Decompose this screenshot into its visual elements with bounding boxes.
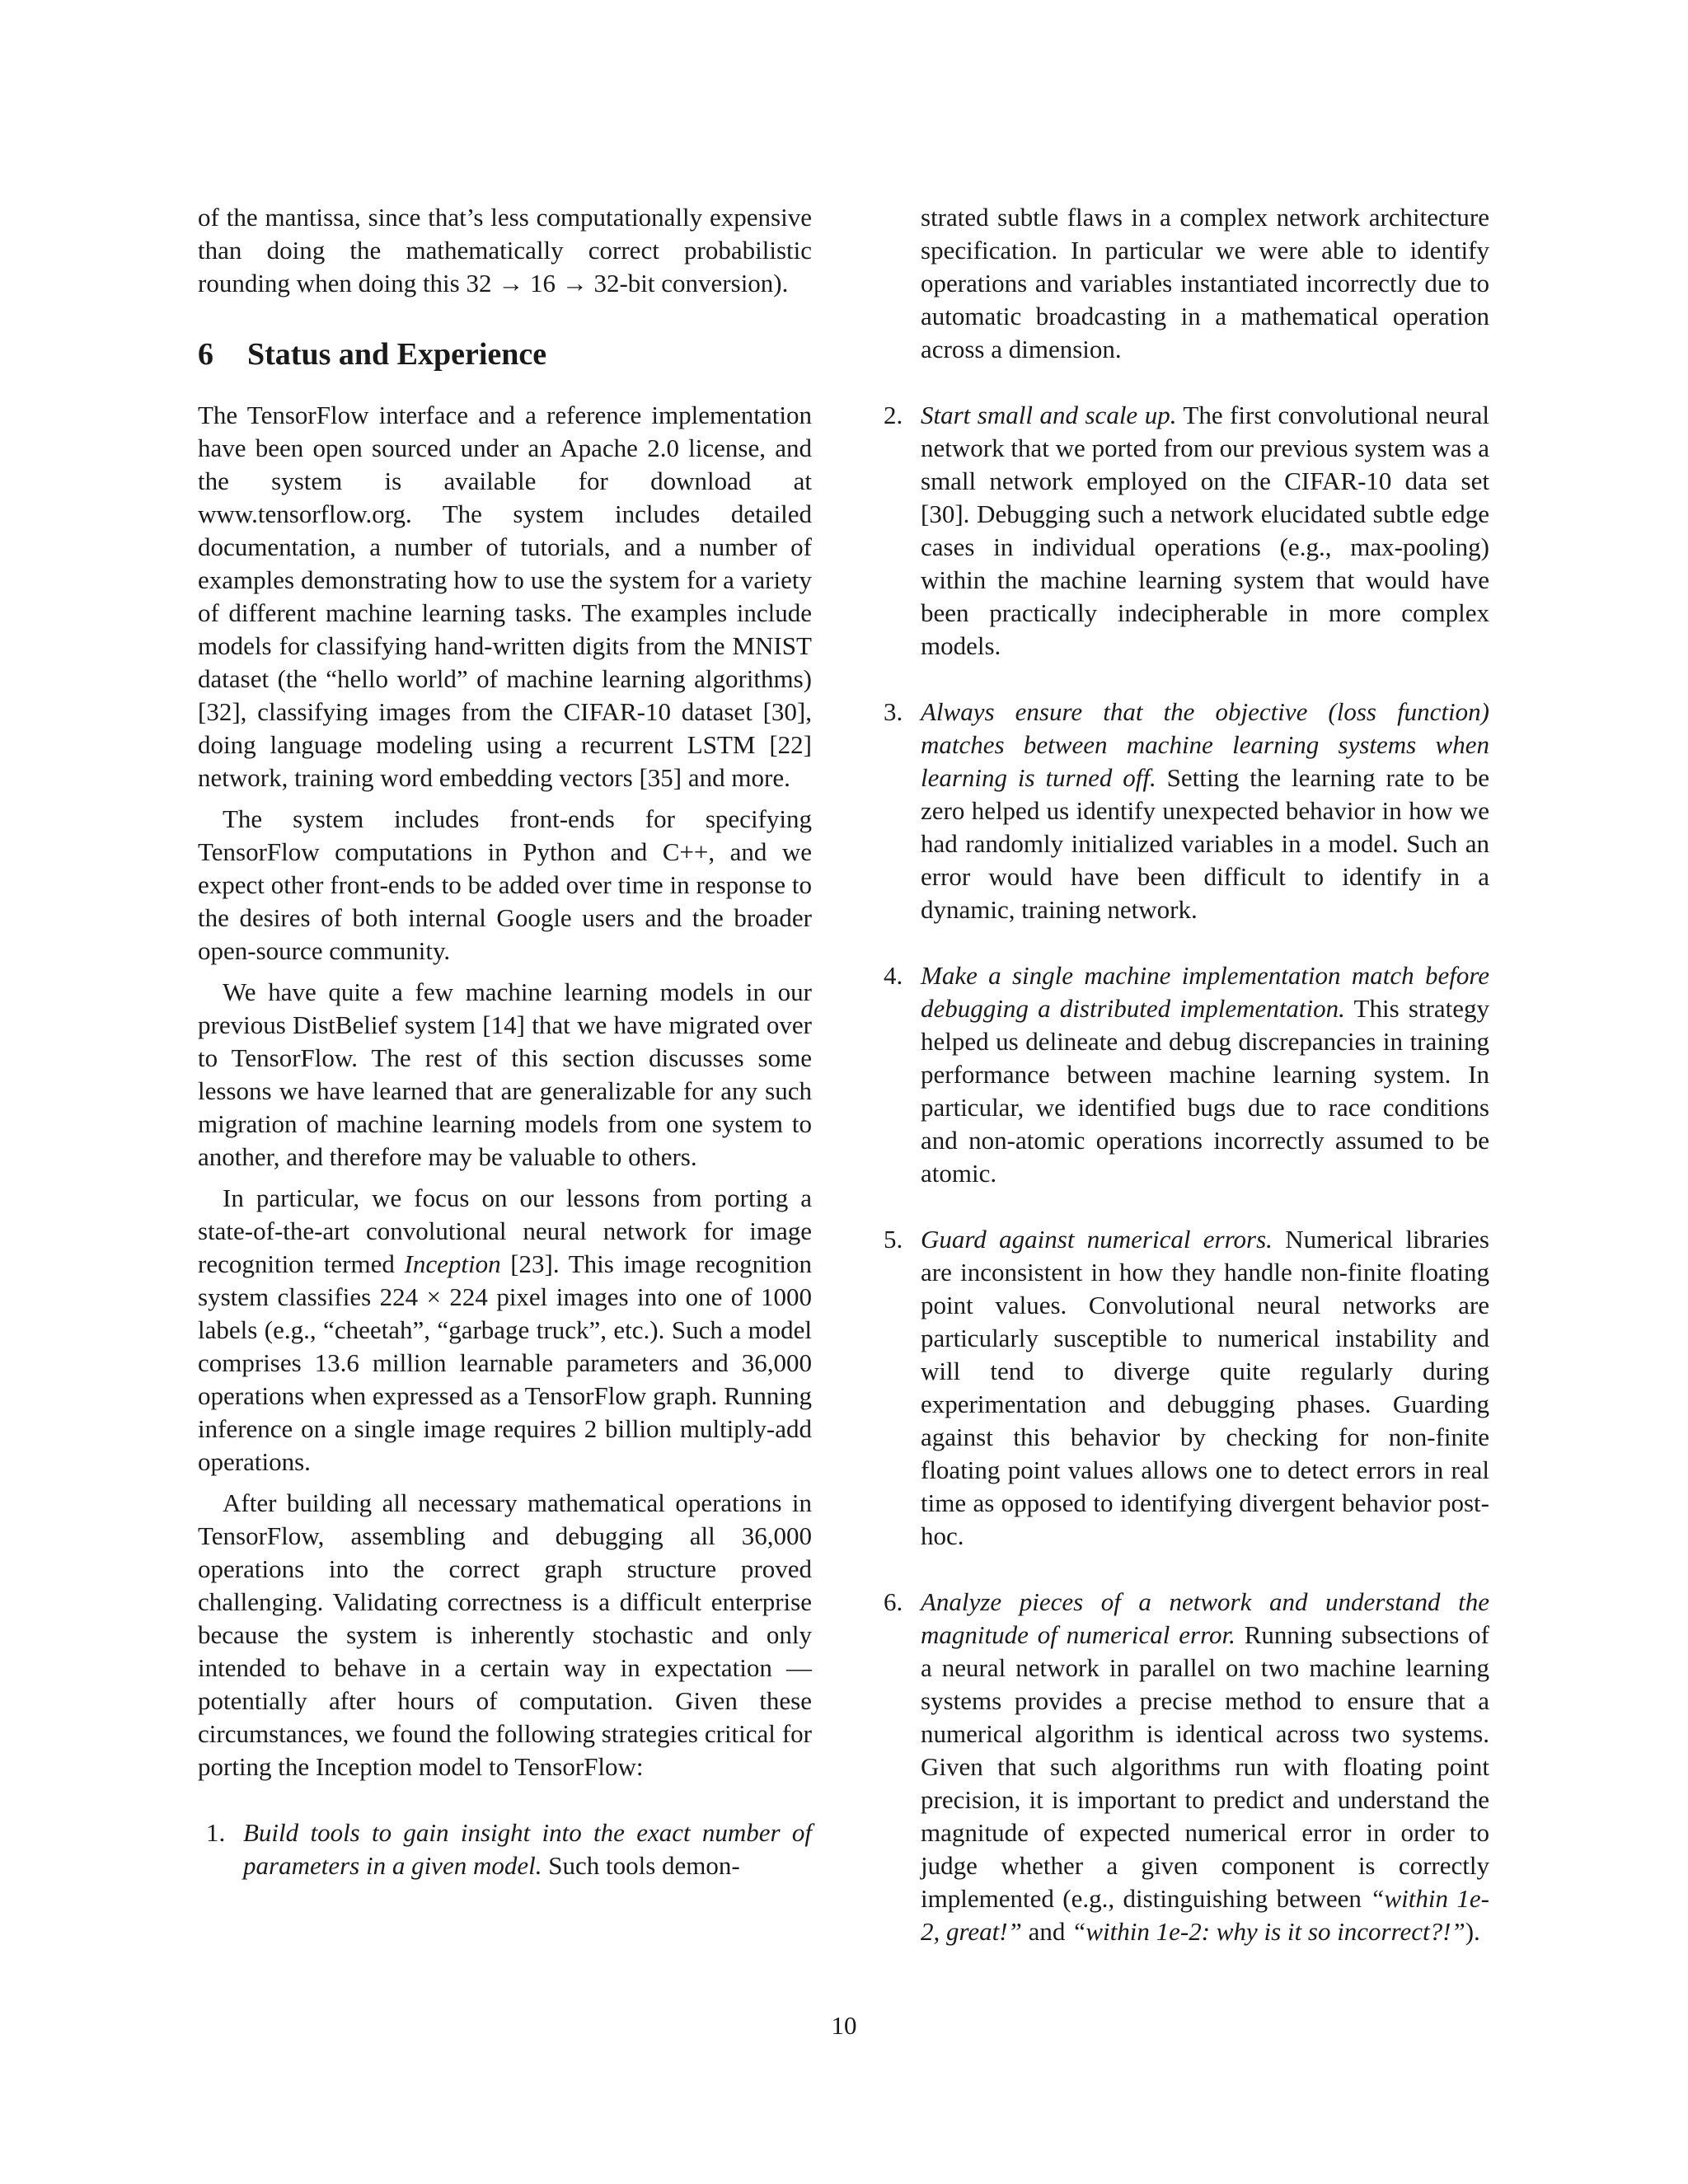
list-marker: 4. xyxy=(884,961,903,990)
strategy-title: Start small and scale up. xyxy=(921,401,1177,429)
right-column xyxy=(875,201,1489,1948)
strategy-item-1 xyxy=(198,1816,812,1882)
inception-term: Inception xyxy=(404,1249,501,1278)
inception-text-before: In particular, we focus on our lessons from porting a state-of-the-art convolutional neural network for image recognition termed xyxy=(198,1183,812,1278)
body-paragraph: After building all necessary mathematical operations in TensorFlow, assembling and debugging all 36,000 operations into the correct graph structure proved challenging. Validating correctness is a difficult enterprise because the system is inherently stochastic and only intended to behave in a certain way in expectation — potentially after hours of computation. Given these circumstances, we found the following strategies critical for porting the Inception model to TensorFlow: xyxy=(198,1488,812,1781)
strategy-item-4 xyxy=(875,959,1489,1190)
strategy-body: Such tools demon- xyxy=(542,1851,740,1880)
strategy-quote: “within 1e-2: why is it so incorrect?!” xyxy=(1071,1917,1465,1946)
strategy-item-5 xyxy=(875,1223,1489,1553)
page-number: 10 xyxy=(831,2011,857,2040)
inception-text-after: [23]. This image recognition system classifies 224 × 224 pixel images into one of 1000 labels (e.g., “cheetah”, “garbage truck”, etc.). Such a model comprises 13.6 million learnable parameters and 36,000 operations when expressed as a TensorFlow graph. Running inference on a single image requires 2 billion multiply-add operations. xyxy=(198,1249,812,1476)
left-column xyxy=(198,201,812,1882)
list-marker: 1. xyxy=(206,1818,226,1847)
strategy-title: Build tools to gain insight into the exact number of parameters in a given model. xyxy=(243,1818,812,1880)
list-marker: 2. xyxy=(884,401,903,429)
strategy-title: Always ensure that the objective (loss function) matches between machine learning systems when learning is turned off. xyxy=(921,697,1489,792)
strategy-title: Guard against numerical errors. xyxy=(921,1225,1273,1254)
intro-paragraph: of the mantissa, since that’s less computationally expensive than doing the mathematically correct probabilistic rounding when doing this 32 → 16 → 32-bit conversion). xyxy=(198,203,812,298)
list-marker: 5. xyxy=(884,1225,903,1254)
strategy-body: Setting the learning rate to be zero helped us identify unexpected behavior in how we had randomly initialized variables in a model. Such an error would have been difficult to identify in a dynamic, training network. xyxy=(921,763,1490,924)
strategy-title: Make a single machine implementation match before debugging a distributed implementation. xyxy=(921,961,1489,1023)
body-paragraph: The TensorFlow interface and a reference implementation have been open sourced under an Apache 2.0 license, and the system is available for download at www.tensorflow.org. The system includes detailed documentation, a number of tutorials, and a number of examples demonstrating how to use the system for a variety of different machine learning tasks. The examples include models for classifying hand-written digits from the MNIST dataset (the “hello world” of machine learning algorithms) [32], classifying images from the CIFAR-10 dataset [30], doing language modeling using a recurrent LSTM [22] network, training word embedding vectors [35] and more. xyxy=(198,401,812,792)
strategy-quote: “within 1e-2, great!” xyxy=(921,1884,1489,1946)
strategy-body: and xyxy=(1021,1917,1072,1946)
strategy-item-2 xyxy=(875,399,1489,663)
list-marker: 6. xyxy=(884,1587,903,1616)
strategy-body: ). xyxy=(1465,1917,1480,1946)
inception-paragraph xyxy=(198,1182,812,1479)
strategy-body: Running subsections of a neural network in parallel on two machine learning systems provides a precise method to ensure that a numerical algorithm is identical across two systems. Given that such algorithms run with floating point precision, it is important to predict and understand the magnitude of expected numerical error in order to judge whether a given component is correctly implemented (e.g., distinguishing between xyxy=(921,1620,1489,1913)
strategy-item-6 xyxy=(875,1586,1489,1948)
list-marker: 3. xyxy=(884,697,903,726)
section-heading xyxy=(198,335,812,374)
strategy-body: This strategy helped us delineate and debug discrepancies in training performance between machine learning system. In particular, we identified bugs due to race conditions and non-atomic operations incorrectly assumed to be atomic. xyxy=(921,994,1489,1188)
strategy-title: Analyze pieces of a network and understand the magnitude of numerical error. xyxy=(921,1587,1489,1649)
body-paragraph: The system includes front-ends for specifying TensorFlow computations in Python and C++, and we expect other front-ends to be added over time in response to the desires of both internal Google users and the broader open-source community. xyxy=(198,804,812,965)
section-number: 6 xyxy=(198,337,213,372)
strategy-item-1-continued: strated subtle flaws in a complex network architecture specification. In particular we were able to identify operations and variables instantiated incorrectly due to automatic broadcasting in a mathematical operation across a dimension. xyxy=(921,203,1489,363)
strategy-body: The first convolutional neural network that we ported from our previous system was a small network employed on the CIFAR-10 data set [30]. Debugging such a network elucidated subtle edge cases in individual operations (e.g., max-pooling) within the machine learning system that would have been practically indecipherable in more complex models. xyxy=(921,401,1489,660)
strategy-body: Numerical libraries are inconsistent in how they handle non-finite floating point values. Convolutional neural networks are particularly susceptible to numerical instability and will tend to diverge quite regularly during experimentation and debugging phases. Guarding against this behavior by checking for non-finite floating point values allows one to detect errors in real time as opposed to identifying divergent behavior post-hoc. xyxy=(921,1225,1489,1550)
strategy-item-3 xyxy=(875,696,1489,926)
section-title: Status and Experience xyxy=(247,337,547,372)
body-paragraph: We have quite a few machine learning models in our previous DistBelief system [14] that we have migrated over to TensorFlow. The rest of this section discusses some lessons we have learned that are generalizable for any such migration of machine learning models from one system to another, and therefore may be valuable to others. xyxy=(198,977,812,1171)
